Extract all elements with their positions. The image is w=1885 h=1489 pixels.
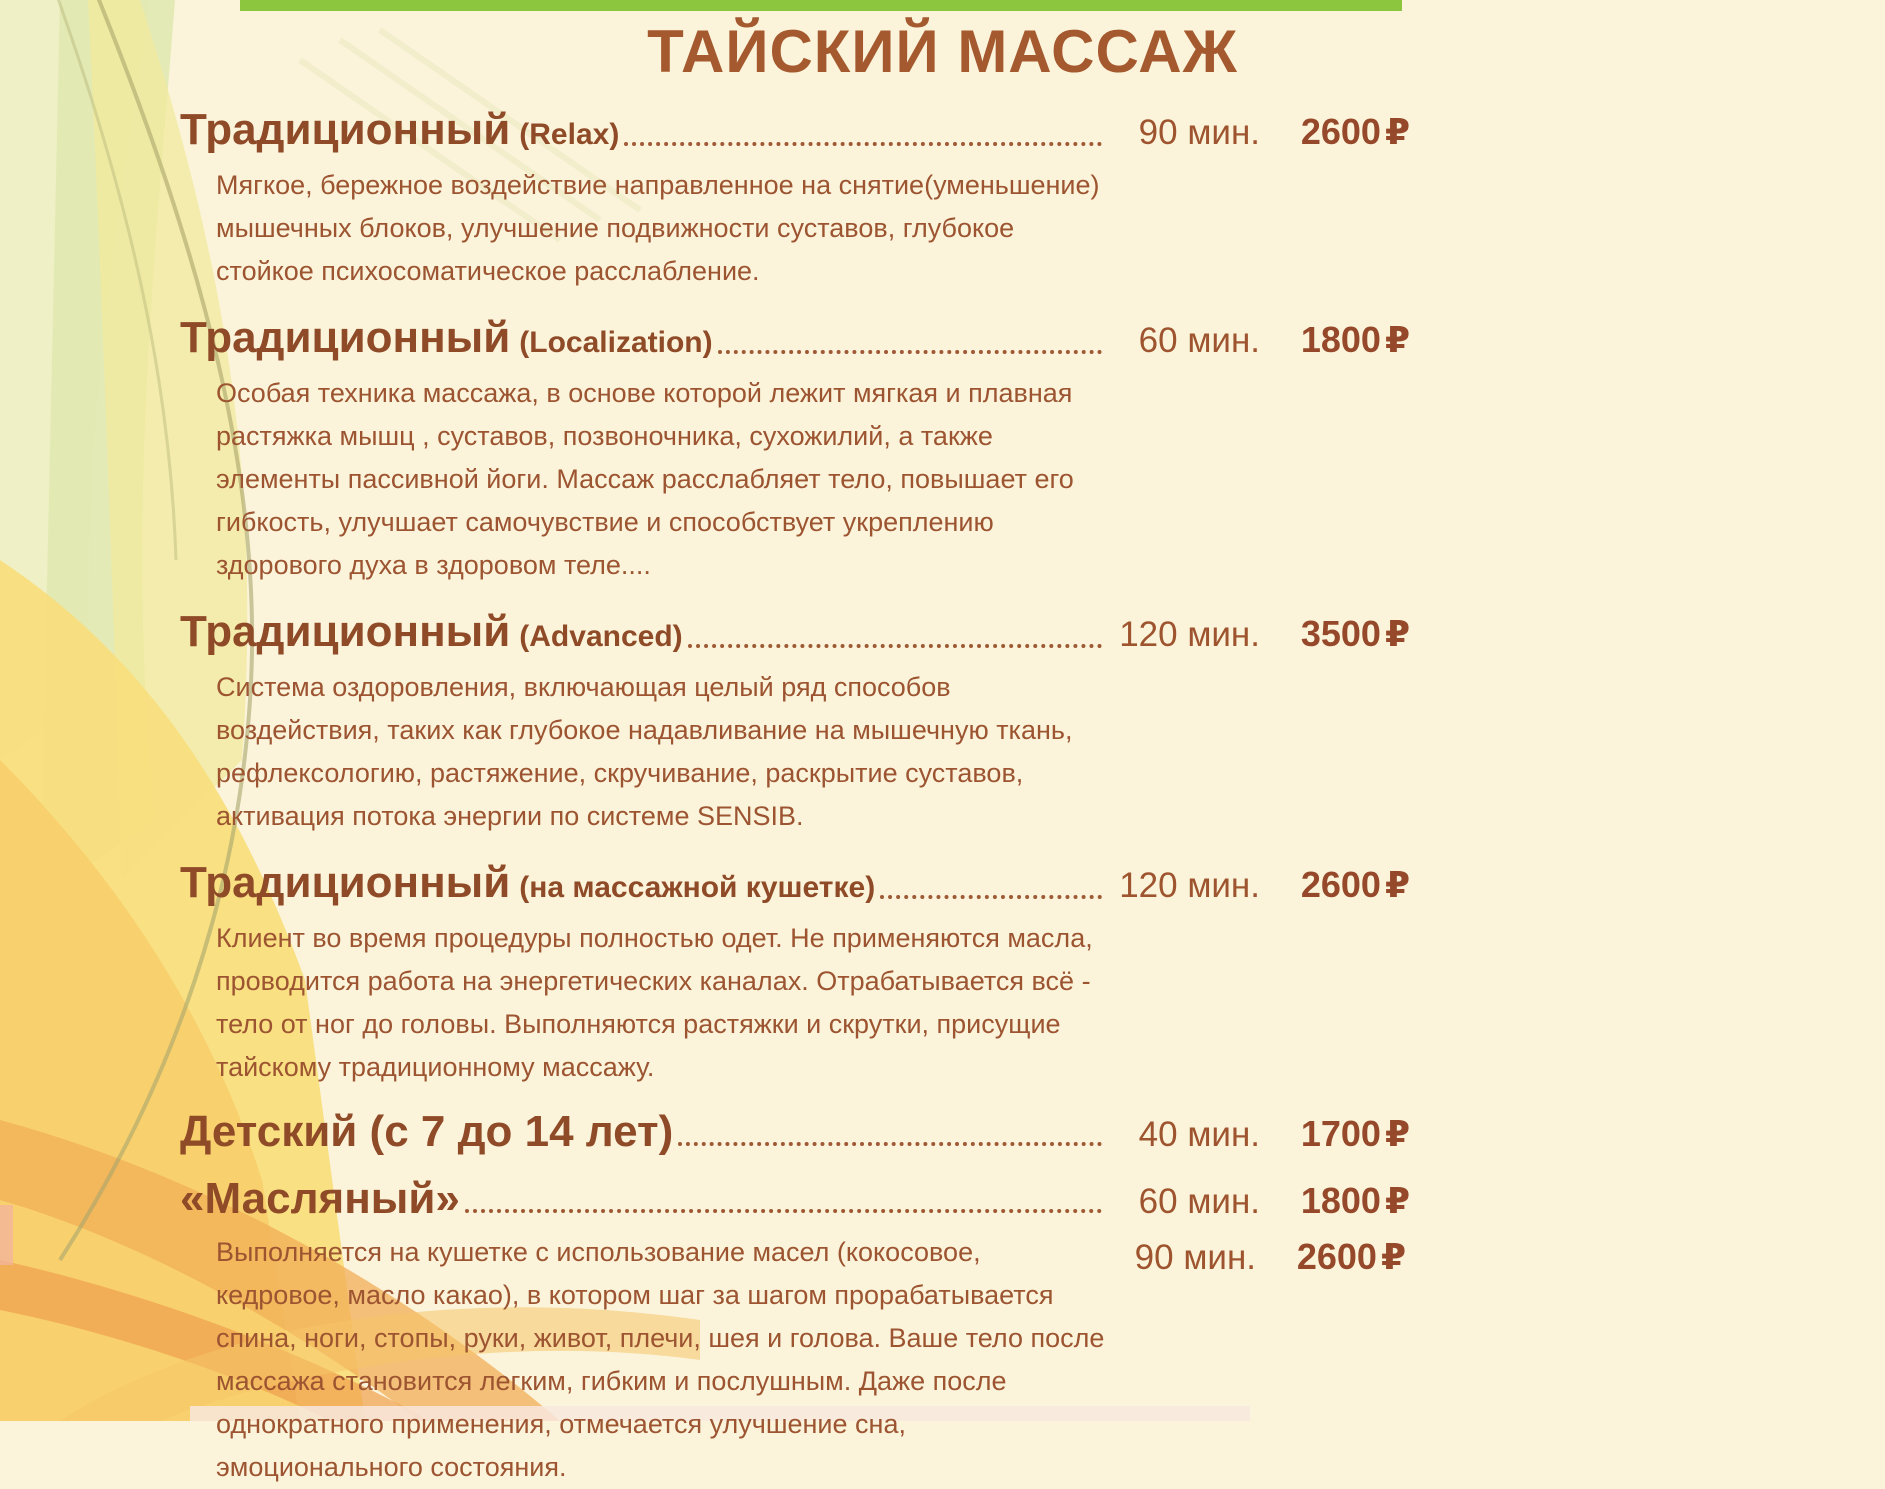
item-qualifier: (на массажной кушетке) xyxy=(519,871,876,904)
item-qualifier: (Localization) xyxy=(519,326,713,359)
item-description-wrap xyxy=(180,917,1410,1089)
menu-item-traditional-advanced xyxy=(180,607,1410,838)
duration: 120 мин. xyxy=(1119,866,1260,905)
item-name: Традиционный xyxy=(180,313,511,362)
duration: 40 мин. xyxy=(1138,1115,1260,1154)
menu-item-traditional-relax xyxy=(180,105,1410,293)
item-description-wrap xyxy=(180,1231,1410,1489)
ruble-icon: ₽ xyxy=(1384,112,1410,153)
ruble-icon: ₽ xyxy=(1384,320,1410,361)
page-title: ТАЙСКИЙ МАССАЖ xyxy=(647,18,1238,85)
duration: 60 мин. xyxy=(1138,1182,1260,1221)
ruble-icon: ₽ xyxy=(1384,614,1410,655)
duration: 60 мин. xyxy=(1138,321,1260,360)
price-list-page xyxy=(0,11,1885,1489)
item-row xyxy=(180,858,1410,913)
price xyxy=(1260,107,1410,158)
price xyxy=(1260,609,1410,660)
item-row xyxy=(180,1174,1410,1227)
dotted-leader xyxy=(718,350,1102,354)
menu-item-traditional-couch xyxy=(180,858,1410,1089)
item-description: Система оздоровления, включающая целый ряд способов воздействия, таких как глубокое надавливание на мышечную ткань, рефлексологию, растяжение, скручивание, раскрытие суставов, активация потока энергии по системе SENSIB. xyxy=(216,672,1073,831)
item-row xyxy=(180,105,1410,160)
item-description-wrap xyxy=(180,164,1410,293)
item-name: «Масляный» xyxy=(180,1174,460,1223)
dotted-leader xyxy=(688,644,1102,648)
item-name: Детский (с 7 до 14 лет) xyxy=(180,1107,674,1156)
massage-menu xyxy=(180,105,1410,1489)
menu-item-traditional-localization xyxy=(180,313,1410,587)
item-description: Особая техника массажа, в основе которой лежит мягкая и плавная растяжка мышц , суставов, позвоночника, сухожилий, а также элементы пассивной йоги. Массаж расслабляет тело, повышает его гибкость, улучшает самочувствие и способствует укреплению здорового духа в здоровом теле.... xyxy=(216,378,1074,580)
item-name: Традиционный xyxy=(180,607,511,656)
dotted-leader xyxy=(624,142,1102,146)
duration: 90 мин. xyxy=(1138,113,1260,152)
item-description-wrap xyxy=(180,372,1410,587)
price xyxy=(1260,1176,1410,1227)
ruble-icon: ₽ xyxy=(1384,1181,1410,1222)
duration: 90 мин. xyxy=(1134,1238,1256,1277)
price-amount: 1800 xyxy=(1300,1180,1381,1221)
price xyxy=(1256,1236,1406,1278)
top-green-bar xyxy=(240,0,1402,11)
item-qualifier: (Relax) xyxy=(519,118,620,151)
price xyxy=(1260,860,1410,911)
price xyxy=(1260,315,1410,366)
item-description-wrap xyxy=(180,666,1410,838)
item-description: Мягкое, бережное воздействие направленное на снятие(уменьшение) мышечных блоков, улучшение подвижности суставов, глубокое стойкое психосоматическое расслабление. xyxy=(216,170,1100,286)
item-name: Традиционный xyxy=(180,858,511,907)
second-price-row xyxy=(1106,1231,1406,1278)
item-name: Традиционный xyxy=(180,105,511,154)
menu-item-kids xyxy=(180,1107,1410,1160)
item-row xyxy=(180,607,1410,662)
price-amount: 2600 xyxy=(1296,1236,1377,1277)
menu-item-oil xyxy=(180,1174,1410,1489)
item-description: Клиент во время процедуры полностью одет. Не применяются масла, проводится работа на энергетических каналах. Отрабатывается всё - тело от ног до головы. Выполняются растяжки и скрутки, присущие тайскому традиционному массажу. xyxy=(216,923,1093,1082)
dotted-leader xyxy=(678,1142,1102,1146)
price-amount: 3500 xyxy=(1300,613,1381,654)
price-amount: 2600 xyxy=(1300,111,1381,152)
item-description: Выполняется на кушетке с использование масел (кокосовое, кедровое, масло какао), в котором шаг за шагом прорабатывается спина, ноги, стопы, руки, живот, плечи, шея и голова. Ваше тело после массажа становится легким, гибким и послушным. Даже после однократного применения, отмечается улучшение сна, эмоционального состояния. xyxy=(216,1237,1105,1482)
item-row xyxy=(180,313,1410,368)
price xyxy=(1260,1109,1410,1160)
ruble-icon: ₽ xyxy=(1380,1237,1406,1278)
item-qualifier: (Advanced) xyxy=(519,620,683,653)
duration: 120 мин. xyxy=(1119,615,1260,654)
price-amount: 1800 xyxy=(1300,319,1381,360)
ruble-icon: ₽ xyxy=(1384,1114,1410,1155)
price-amount: 1700 xyxy=(1300,1113,1381,1154)
dotted-leader xyxy=(465,1209,1102,1213)
ruble-icon: ₽ xyxy=(1384,865,1410,906)
item-row xyxy=(180,1107,1410,1160)
dotted-leader xyxy=(880,895,1102,899)
price-amount: 2600 xyxy=(1300,864,1381,905)
